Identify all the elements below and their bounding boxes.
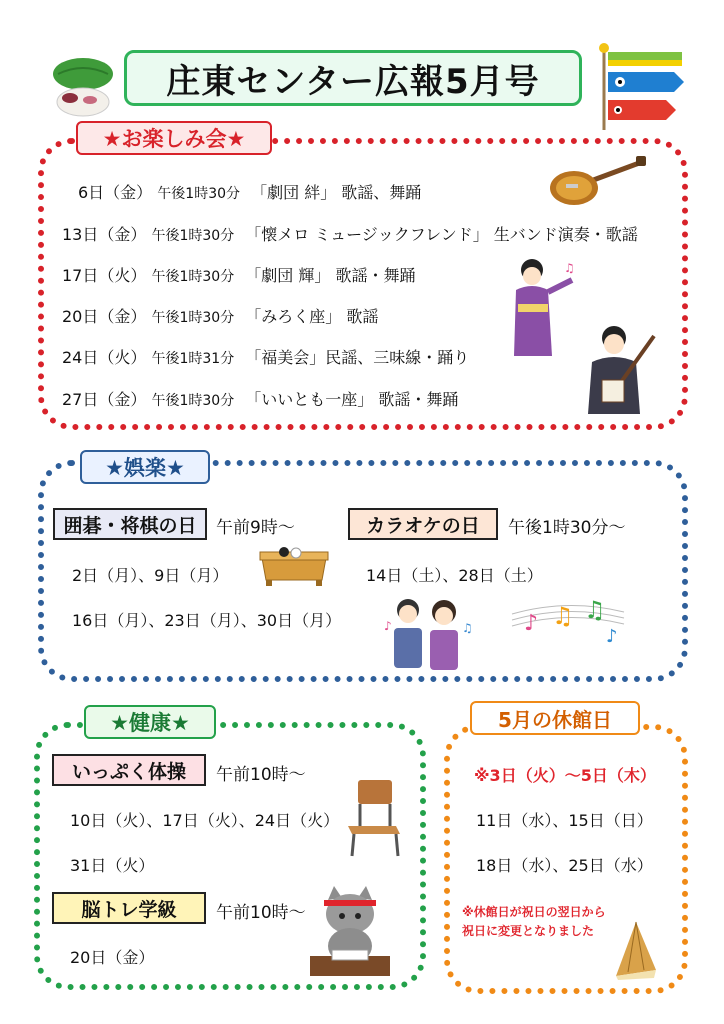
igo-tag: 囲碁・将棋の日 <box>53 508 207 540</box>
go-board-icon <box>256 544 332 588</box>
event-time: 午後1時30分 <box>151 269 235 285</box>
event-desc: 「みろく座」 歌謡 <box>245 307 379 326</box>
exercise-dates: 10日（火）、17日（火）、24日（火） <box>70 811 340 830</box>
event-day: 27日（金） <box>62 390 147 409</box>
event-row <box>62 345 469 368</box>
kashiwa-mochi-icon <box>50 52 116 122</box>
karaoke-singers-icon <box>380 592 476 674</box>
event-row <box>78 180 421 203</box>
brain-training-time: 午前10時～ <box>216 903 306 923</box>
bamboo-shoot-icon <box>606 920 664 980</box>
event-desc: 「劇団 輝」 歌謡・舞踊 <box>245 266 416 285</box>
igo-dates: 16日（月）、23日（月）、30日（月） <box>72 611 342 630</box>
event-time: 午後1時31分 <box>151 351 235 367</box>
music-notes-icon <box>510 588 626 648</box>
event-time: 午後1時30分 <box>151 228 235 244</box>
closed-note: 祝日に変更となりました <box>462 924 595 938</box>
entertainment-label: ★娯楽★ <box>80 450 210 484</box>
exercise-tag: いっぷく体操 <box>52 754 206 786</box>
event-day: 13日（金） <box>62 225 147 244</box>
event-day: 6日（金） <box>78 183 153 202</box>
event-day: 20日（金） <box>62 307 147 326</box>
svg-text:♪: ♪ <box>606 626 618 647</box>
event-desc: 「劇団 絆」 歌謡、舞踊 <box>251 183 422 202</box>
chair-icon <box>344 776 404 858</box>
koinobori-icon <box>596 42 688 130</box>
studying-cat-icon <box>306 886 394 978</box>
event-row <box>62 304 378 327</box>
event-row <box>62 387 458 410</box>
svg-text:♫: ♫ <box>584 596 606 624</box>
karaoke-dates: 14日（土）、28日（土） <box>366 566 543 585</box>
event-time: 午後1時30分 <box>151 310 235 326</box>
event-row <box>62 222 638 245</box>
brain-training-dates: 20日（金） <box>70 948 155 967</box>
event-desc: 「福美会」民謡、三味線・踊り <box>245 348 470 367</box>
event-day: 24日（火） <box>62 348 147 367</box>
closed-label: 5月の休館日 <box>470 701 640 735</box>
event-desc: 「懐メロ ミュージックフレンド」 生バンド演奏・歌謡 <box>245 225 638 244</box>
dancer-icon <box>506 256 578 360</box>
shamisen-player-icon <box>584 322 660 416</box>
event-day: 17日（火） <box>62 266 147 285</box>
svg-text:♪: ♪ <box>384 619 392 633</box>
closed-dates: 11日（水）、15日（日） <box>476 811 653 830</box>
closed-dates: 18日（水）、25日（水） <box>476 856 653 875</box>
karaoke-time: 午後1時30分～ <box>508 518 626 538</box>
exercise-time: 午前10時～ <box>216 765 306 785</box>
events-label: ★お楽しみ会★ <box>76 121 272 155</box>
page-title: 庄東センター広報5月号 <box>124 50 582 106</box>
karaoke-tag: カラオケの日 <box>348 508 498 540</box>
exercise-dates: 31日（火） <box>70 856 155 875</box>
closed-note: ※休館日が祝日の翌日から <box>462 905 606 919</box>
igo-dates: 2日（月）、9日（月） <box>72 566 229 585</box>
brain-training-tag: 脳トレ学級 <box>52 892 206 924</box>
svg-text:♫: ♫ <box>462 621 473 635</box>
svg-text:♫: ♫ <box>552 602 574 630</box>
guitar-icon <box>548 156 648 208</box>
event-desc: 「いいとも一座」 歌謡・舞踊 <box>245 390 459 409</box>
event-time: 午後1時30分 <box>151 393 235 409</box>
svg-text:♫: ♫ <box>564 261 575 275</box>
health-label: ★健康★ <box>84 705 216 739</box>
igo-time: 午前9時～ <box>216 518 295 538</box>
closed-highlight: ※3日（火）～5日（木） <box>474 766 656 785</box>
svg-text:♪: ♪ <box>524 611 539 636</box>
event-time: 午後1時30分 <box>157 186 241 202</box>
event-row <box>62 263 415 286</box>
